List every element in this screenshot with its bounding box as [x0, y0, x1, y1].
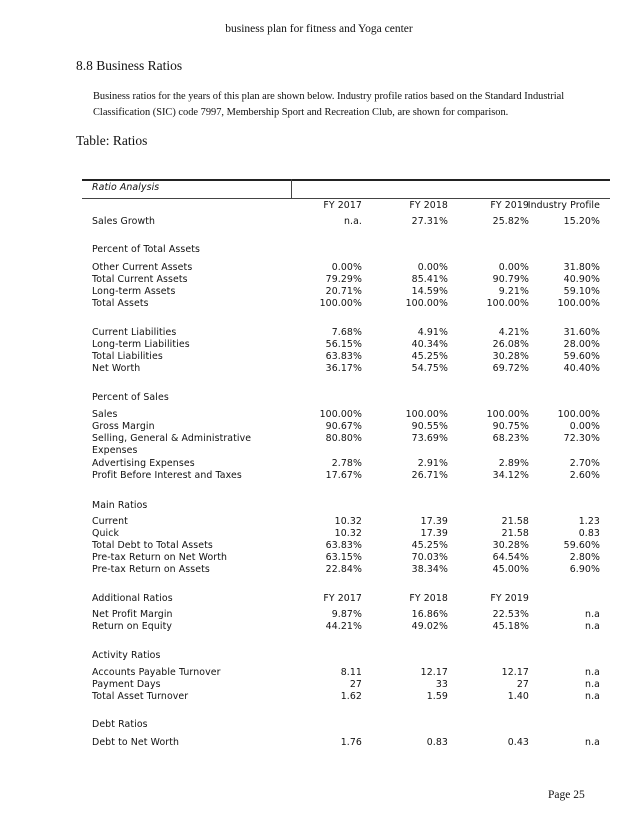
cell-value: 4.91% — [417, 327, 448, 338]
cell-value: 59.60% — [563, 351, 600, 362]
cell-value: 44.21% — [325, 621, 362, 632]
row-label: Debt Ratios — [92, 719, 148, 730]
cell-value: 1.59 — [426, 691, 448, 702]
row-label: Gross Margin — [92, 421, 155, 432]
cell-value: 49.02% — [411, 621, 448, 632]
cell-value: 30.28% — [492, 540, 529, 551]
table-top-rule — [82, 179, 610, 181]
cell-value: 90.75% — [492, 421, 529, 432]
row-label: Percent of Total Assets — [92, 244, 200, 255]
cell-value: n.a — [585, 679, 600, 690]
cell-value: 0.43 — [507, 737, 529, 748]
row-label: Main Ratios — [92, 500, 148, 511]
cell-value: 27 — [516, 679, 529, 690]
table-row — [82, 458, 610, 470]
cell-value: 33 — [435, 679, 448, 690]
cell-value: 45.25% — [411, 540, 448, 551]
table-row — [82, 593, 610, 605]
table-row — [82, 351, 610, 363]
row-label: Current — [92, 516, 128, 527]
table-row — [82, 516, 610, 528]
cell-value: FY 2018 — [409, 593, 448, 604]
table-row — [82, 298, 610, 310]
table-row — [82, 274, 610, 286]
running-header: business plan for fitness and Yoga center — [225, 23, 413, 35]
cell-value: 21.58 — [501, 516, 529, 527]
cell-value: 59.60% — [563, 540, 600, 551]
table-row — [82, 216, 610, 228]
table-row — [82, 339, 610, 351]
cell-value: 21.58 — [501, 528, 529, 539]
cell-value: 1.62 — [340, 691, 362, 702]
row-label: Expenses — [92, 445, 138, 456]
section-title: 8.8 Business Ratios — [76, 58, 183, 73]
cell-value: 17.67% — [325, 470, 362, 481]
cell-value: 100.00% — [319, 409, 362, 420]
column-header: FY 2017 — [323, 200, 362, 211]
cell-value: 12.17 — [420, 667, 448, 678]
cell-value: 27.31% — [411, 216, 448, 227]
cell-value: 28.00% — [563, 339, 600, 350]
cell-value: 31.60% — [563, 327, 600, 338]
cell-value: 40.90% — [563, 274, 600, 285]
table-caption: Table: Ratios — [76, 133, 148, 148]
cell-value: 25.82% — [492, 216, 529, 227]
cell-value: 90.79% — [492, 274, 529, 285]
cell-value: 0.00% — [417, 262, 448, 273]
cell-value: 100.00% — [405, 409, 448, 420]
table-row — [82, 363, 610, 375]
cell-value: 15.20% — [563, 216, 600, 227]
row-label: Sales — [92, 409, 118, 420]
section-row — [82, 719, 610, 731]
table-row — [82, 445, 610, 457]
table-title: Ratio Analysis — [92, 182, 160, 193]
cell-value: 40.34% — [411, 339, 448, 350]
cell-value: 20.71% — [325, 286, 362, 297]
row-label: Payment Days — [92, 679, 161, 690]
row-label: Percent of Sales — [92, 392, 169, 403]
cell-value: 54.75% — [411, 363, 448, 374]
table-header-rule — [82, 198, 610, 199]
table-row — [82, 327, 610, 339]
cell-value: 6.90% — [569, 564, 600, 575]
cell-value: 1.76 — [340, 737, 362, 748]
cell-value: 100.00% — [405, 298, 448, 309]
row-label: Accounts Payable Turnover — [92, 667, 221, 678]
section-row — [82, 244, 610, 256]
cell-value: 22.53% — [492, 609, 529, 620]
cell-value: 0.83 — [426, 737, 448, 748]
cell-value: 100.00% — [319, 298, 362, 309]
table-row — [82, 691, 610, 703]
column-header: Industry Profile — [527, 200, 600, 211]
table-row — [82, 737, 610, 749]
row-label: Total Liabilities — [92, 351, 163, 362]
cell-value: n.a — [585, 737, 600, 748]
table-row — [82, 609, 610, 621]
table-row — [82, 409, 610, 421]
cell-value: 30.28% — [492, 351, 529, 362]
cell-value: 69.72% — [492, 363, 529, 374]
row-label: Pre-tax Return on Net Worth — [92, 552, 228, 563]
cell-value: 45.00% — [492, 564, 529, 575]
cell-value: 9.21% — [498, 286, 529, 297]
table-row — [82, 667, 610, 679]
row-label: Other Current Assets — [92, 262, 193, 273]
cell-value: 1.23 — [578, 516, 600, 527]
cell-value: n.a — [585, 691, 600, 702]
cell-value: 10.32 — [334, 516, 362, 527]
cell-value: 73.69% — [411, 433, 448, 444]
cell-value: 17.39 — [420, 528, 448, 539]
cell-value: 16.86% — [411, 609, 448, 620]
table-row — [82, 528, 610, 540]
section-row — [82, 500, 610, 512]
cell-value: 36.17% — [325, 363, 362, 374]
cell-value: 0.00% — [569, 421, 600, 432]
row-label: Return on Equity — [92, 621, 172, 632]
table-row — [82, 679, 610, 691]
cell-value: 38.34% — [411, 564, 448, 575]
row-label: Long-term Liabilities — [92, 339, 190, 350]
cell-value: 100.00% — [557, 298, 600, 309]
row-label: Pre-tax Return on Assets — [92, 564, 210, 575]
row-label: Total Assets — [92, 298, 149, 309]
row-label: Quick — [92, 528, 120, 539]
row-label: Net Worth — [92, 363, 141, 374]
cell-value: 2.91% — [417, 458, 448, 469]
row-label: Advertising Expenses — [92, 458, 195, 469]
cell-value: FY 2019 — [490, 593, 529, 604]
row-label: Profit Before Interest and Taxes — [92, 470, 242, 481]
row-label: Total Current Assets — [92, 274, 188, 285]
cell-value: 2.78% — [331, 458, 362, 469]
cell-value: 100.00% — [486, 409, 529, 420]
cell-value: n.a — [585, 609, 600, 620]
cell-value: 22.84% — [325, 564, 362, 575]
cell-value: 100.00% — [486, 298, 529, 309]
cell-value: 72.30% — [563, 433, 600, 444]
column-header-row — [82, 200, 610, 212]
cell-value: 27 — [349, 679, 362, 690]
section-row — [82, 650, 610, 662]
cell-value: 26.71% — [411, 470, 448, 481]
cell-value: 63.15% — [325, 552, 362, 563]
cell-value: n.a. — [343, 216, 362, 227]
row-label: Long-term Assets — [92, 286, 176, 297]
cell-value: n.a — [585, 621, 600, 632]
cell-value: 14.59% — [411, 286, 448, 297]
cell-value: 59.10% — [563, 286, 600, 297]
table-header-divider — [291, 179, 292, 199]
cell-value: 90.67% — [325, 421, 362, 432]
cell-value: 90.55% — [411, 421, 448, 432]
cell-value: 70.03% — [411, 552, 448, 563]
cell-value: 2.60% — [569, 470, 600, 481]
ratio-table — [82, 178, 610, 750]
table-row — [82, 540, 610, 552]
cell-value: 2.70% — [569, 458, 600, 469]
cell-value: 63.83% — [325, 351, 362, 362]
column-header: FY 2018 — [409, 200, 448, 211]
cell-value: 17.39 — [420, 516, 448, 527]
cell-value: 31.80% — [563, 262, 600, 273]
cell-value: 8.11 — [340, 667, 362, 678]
cell-value: 56.15% — [325, 339, 362, 350]
page-number: Page 25 — [548, 789, 585, 801]
row-label: Total Debt to Total Assets — [92, 540, 213, 551]
cell-value: 100.00% — [557, 409, 600, 420]
table-row — [82, 262, 610, 274]
cell-value: 7.68% — [331, 327, 362, 338]
cell-value: 34.12% — [492, 470, 529, 481]
table-row — [82, 564, 610, 576]
cell-value: 40.40% — [563, 363, 600, 374]
table-row — [82, 621, 610, 633]
cell-value: 2.89% — [498, 458, 529, 469]
cell-value: 45.25% — [411, 351, 448, 362]
cell-value: 10.32 — [334, 528, 362, 539]
table-row — [82, 552, 610, 564]
column-header: FY 2019 — [490, 200, 529, 211]
row-label: Total Asset Turnover — [92, 691, 189, 702]
row-label: Net Profit Margin — [92, 609, 173, 620]
table-row — [82, 470, 610, 482]
intro-paragraph: Business ratios for the years of this plan are shown below. Industry profile ratios based on the Standard Industrial Classification (SIC) code 7997, Membership Sport and Recreation Club, are shown for comparison. — [93, 91, 565, 118]
cell-value: 79.29% — [325, 274, 362, 285]
cell-value: 68.23% — [492, 433, 529, 444]
cell-value: 12.17 — [501, 667, 529, 678]
row-label: Additional Ratios — [92, 593, 173, 604]
cell-value: 80.80% — [325, 433, 362, 444]
row-label: Current Liabilities — [92, 327, 177, 338]
cell-value: 0.83 — [578, 528, 600, 539]
cell-value: 1.40 — [507, 691, 529, 702]
table-row — [82, 286, 610, 298]
cell-value: 64.54% — [492, 552, 529, 563]
cell-value: 9.87% — [331, 609, 362, 620]
cell-value: n.a — [585, 667, 600, 678]
cell-value: 2.80% — [569, 552, 600, 563]
row-label: Activity Ratios — [92, 650, 161, 661]
table-row — [82, 433, 610, 445]
cell-value: 63.83% — [325, 540, 362, 551]
cell-value: 45.18% — [492, 621, 529, 632]
row-label: Debt to Net Worth — [92, 737, 180, 748]
cell-value: 85.41% — [411, 274, 448, 285]
section-row — [82, 392, 610, 404]
cell-value: 26.08% — [492, 339, 529, 350]
cell-value: 0.00% — [498, 262, 529, 273]
row-label: Selling, General & Administrative — [92, 433, 252, 444]
table-row — [82, 421, 610, 433]
cell-value: 4.21% — [498, 327, 529, 338]
cell-value: FY 2017 — [323, 593, 362, 604]
cell-value: 0.00% — [331, 262, 362, 273]
row-label: Sales Growth — [92, 216, 156, 227]
